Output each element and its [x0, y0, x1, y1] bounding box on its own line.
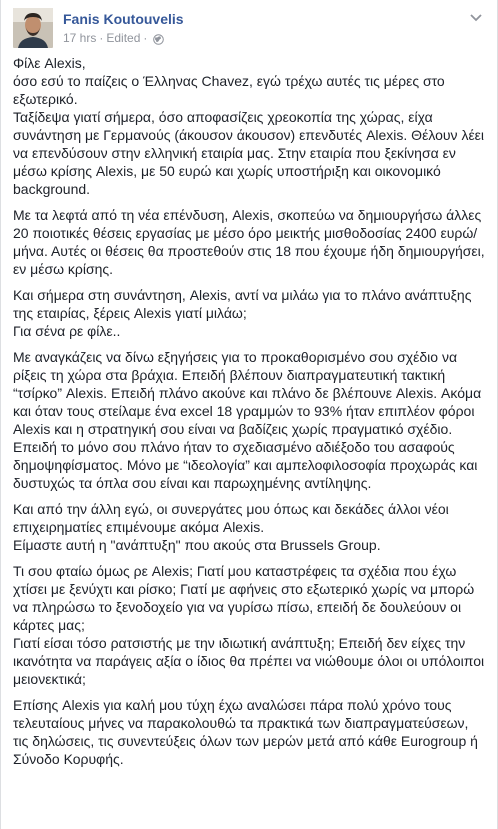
post-paragraph: Φίλε Alexis, όσο εσύ το παίζεις ο Έλληνας Chavez, εγώ τρέχω αυτές τις μέρες στο εξωτερικό. Ταξίδεψα γιατί σήμερα, όσο αποφασίζεις χρεοκοπία της χώρας, είχα συνάντηση με Γερμανούς (άκουσον άκουσον) επενδυτές Alexis. Θέλουν λέει να επενδύσουν στην ελληνική εταιρία μας. Στην εταιρία που ξεκίνησα εν μέσω κρίσης Alexis, με 50 ευρώ και χωρίς υποστήριξη και οικονομικό background.	[13, 55, 485, 197]
post-paragraph: Με αναγκάζεις να δίνω εξηγήσεις για το προκαθορισμένο σου σχέδιο να ρίξεις τη χώρα στα βράχια. Επειδή βλέπουν διαπραγματευτική τακτική “τσίρκο” Alexis. Επειδή πλάνο ακούνε και πλάνο δε βλέπουνε Alexis. Ακόμα και όταν τους στείλαμε ένα excel 18 γραμμών το 93% ήταν επιπλέον φόροι Alexis και η στρατηγική σου είναι να βαδίζεις χωρίς πραγματικό σχέδιο. Επειδή το μόνο σου πλάνο ήταν το σχεδιασμένο αδιέξοδο του ασαφούς δημοψηφίσματος. Μόνο με “ιδεολογία” και αμπελοφιλοσοφία προχωράς και δυστυχώς τα όπλα σου είναι και παρωχημένης αντίληψης.	[13, 349, 482, 491]
avatar[interactable]	[13, 8, 53, 48]
post-header	[13, 8, 485, 48]
chevron-down-icon[interactable]	[469, 10, 483, 20]
post-paragraph: Και σήμερα στη συνάντηση, Alexis, αντί να μιλάω για το πλάνο ανάπτυξης της εταιρίας, ξέρεις Alexis γιατί μιλάω; Για σένα ρε φίλε..	[13, 287, 472, 339]
post-paragraph: Επίσης Alexis για καλή μου τύχη έχω αναλώσει πάρα πολύ χρόνο τους τελευταίους μήνες να παρακολουθώ τα πρακτικά των διαπραγματεύσεων, τις δηλώσεις, τις συνεντεύξεις όλων των μερών μετά από κάθε Eurogroup ή Σύνοδο Κορυφής.	[13, 697, 478, 767]
separator: ·	[99, 31, 104, 45]
post-body	[13, 54, 485, 776]
separator: ·	[143, 31, 148, 45]
post-meta	[63, 30, 184, 46]
edited-label[interactable]: Edited	[106, 31, 141, 45]
author-name[interactable]: Fanis Koutouvelis	[63, 11, 184, 27]
post-paragraph: Και από την άλλη εγώ, οι συνεργάτες μου όπως και δεκάδες άλλοι νέοι επιχειρηματίες επιμένουμε ακόμα Alexis. Είμαστε αυτή η "ανάπτυξη" που ακούς στα Brussels Group.	[13, 501, 449, 553]
timestamp[interactable]: 17 hrs	[63, 31, 97, 45]
globe-icon[interactable]	[153, 33, 164, 44]
header-text	[63, 8, 184, 46]
post-paragraph: Με τα λεφτά από τη νέα επένδυση, Alexis, σκοπεύω να δημιουργήσω άλλες 20 ποιοτικές θέσεις εργασίας με μέσο όρο μεικτής μισθοδοσίας 2400 ευρώ/μήνα. Αυτές οι θέσεις θα προστεθούν στις 18 που έχουμε ήδη δημιουργήσει, εν μέσω κρίσης.	[13, 207, 485, 277]
post-paragraph: Τι σου φταίω όμως ρε Alexis; Γιατί μου καταστρέφεις τα σχέδια που έχω χτίσει με ξενύχτι και ρίσκο; Γιατί με αφήνεις στο εξωτερικό χωρίς να μπορώ να πληρώσω το ξενοδοχείο για να γυρίσω πίσω, επειδή δε δουλεύουν οι κάρτες μας; Γιατί είσαι τόσο ρατσιστής με την ιδιωτική ανάπτυξη; Επειδή δεν είχες την ικανότητα να παράγεις αξία ο ίδιος θα πρέπει να νιώθουμε όλοι οι υπόλοιποι μειονεκτικά;	[13, 563, 485, 687]
